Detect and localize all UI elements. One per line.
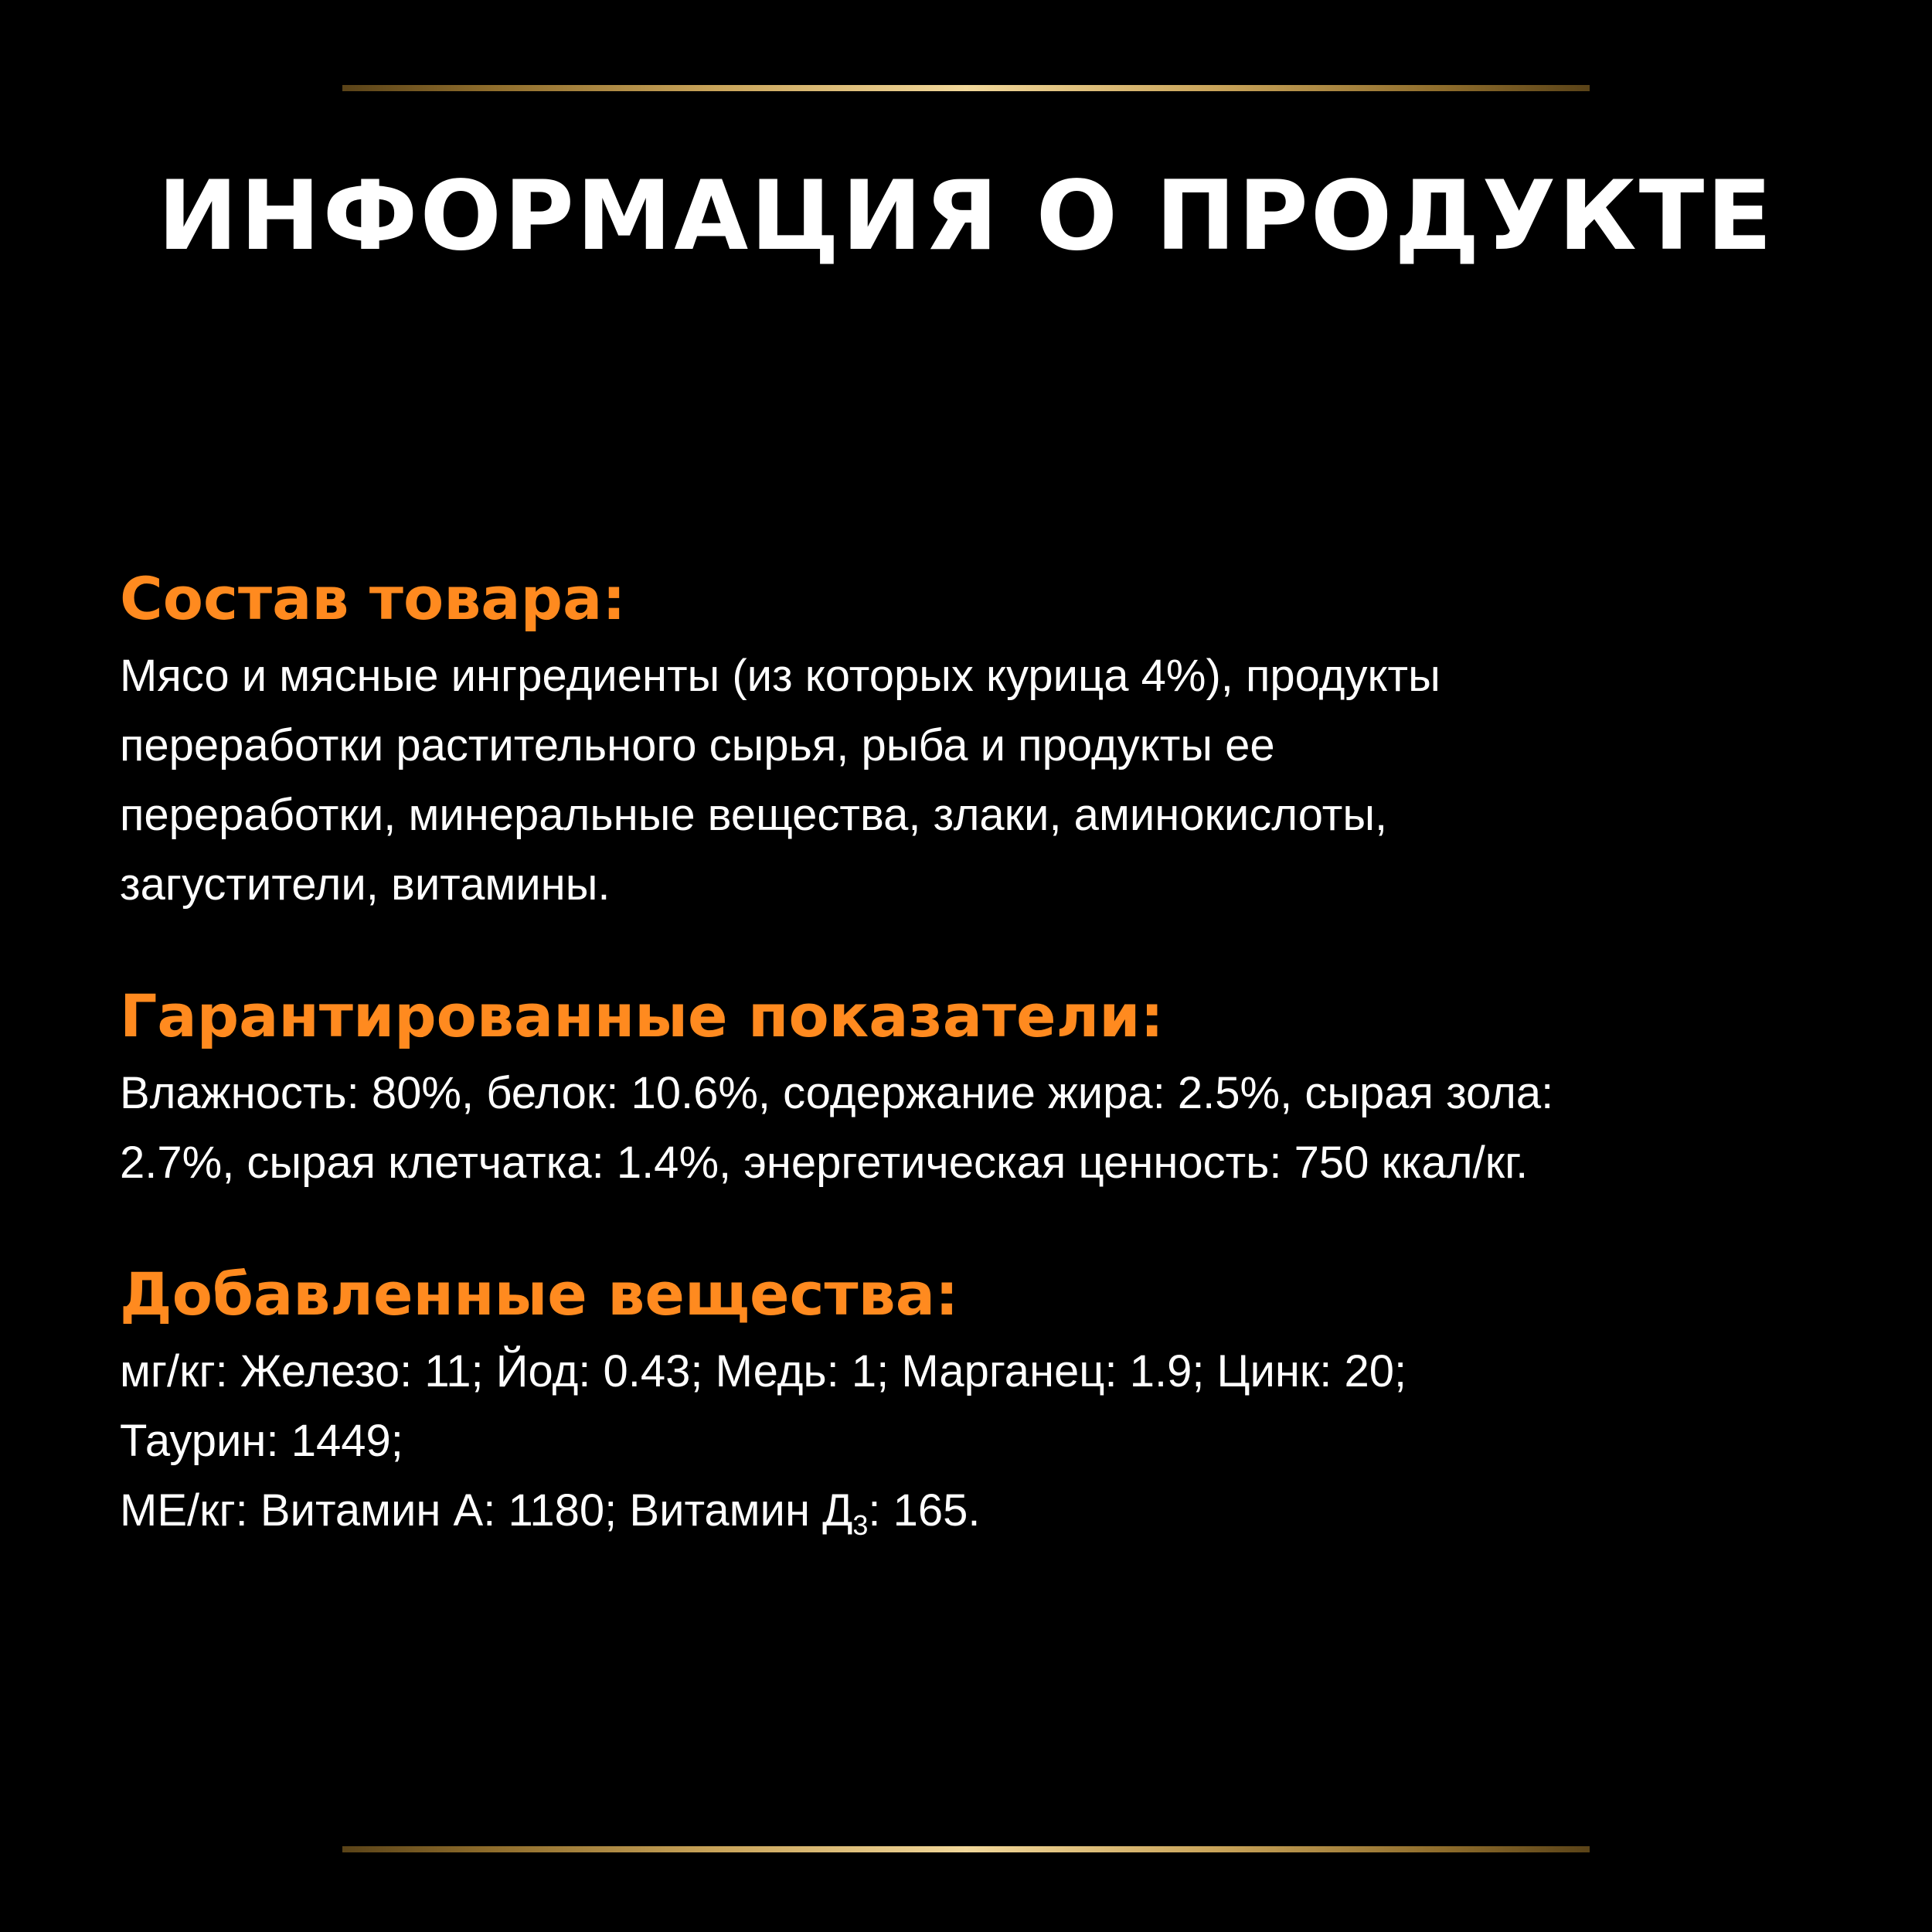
composition-line: загустители, витамины.	[120, 859, 611, 910]
additives-vitamins-line	[120, 1476, 1835, 1546]
guaranteed-heading: Гарантированные показатели:	[120, 981, 1164, 1050]
vitamins-value: : 165.	[868, 1485, 981, 1536]
composition-line: переработки, минеральные вещества, злаки, аминокислоты,	[120, 790, 1388, 840]
additives-line: Таурин: 1449;	[120, 1416, 403, 1466]
guaranteed-line: Влажность: 80%, белок: 10.6%, содержание жира: 2.5%, сырая зола:	[120, 1068, 1554, 1118]
composition-heading: Состав товара:	[120, 564, 626, 633]
composition-section	[120, 556, 1835, 920]
top-gold-divider	[342, 85, 1590, 91]
composition-line: Мясо и мясные ингредиенты (из которых курица 4%), продукты	[120, 651, 1440, 701]
vitamin-d-subscript: 3	[852, 1509, 869, 1541]
page-title: ИНФОРМАЦИЯ О ПРОДУКТЕ	[158, 161, 1774, 272]
guaranteed-line: 2.7%, сырая клетчатка: 1.4%, энергетическая ценность: 750 ккал/кг.	[120, 1138, 1529, 1188]
bottom-gold-divider	[342, 1846, 1590, 1852]
vitamins-text: МЕ/кг: Витамин А: 1180; Витамин Д	[120, 1485, 853, 1536]
additives-section	[120, 1252, 1835, 1546]
additives-line: мг/кг: Железо: 11; Йод: 0.43; Медь: 1; Марганец: 1.9; Цинк: 20;	[120, 1346, 1407, 1396]
product-info-content	[120, 556, 1835, 1546]
composition-line: переработки растительного сырья, рыба и продукты ее	[120, 720, 1275, 770]
additives-heading: Добавленные вещества:	[120, 1260, 959, 1328]
guaranteed-section	[120, 974, 1835, 1198]
